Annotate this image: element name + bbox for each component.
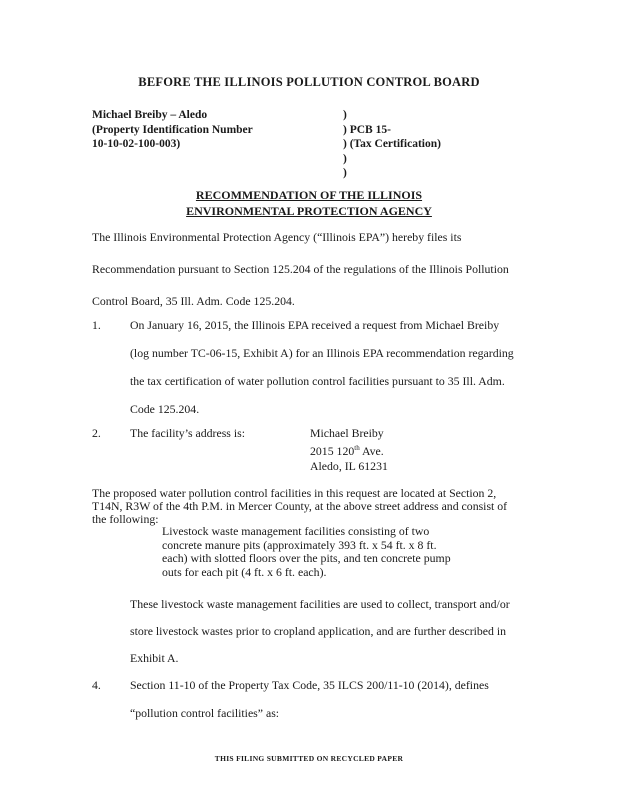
- para3-line-1: The proposed water pollution control facilities in this request are located at Section 2,: [92, 486, 497, 500]
- facility-description-block: Livestock waste management facilities consisting of two concrete manure pits (approximately 393 ft. x 54 ft. x 8 ft. each) with slotted floors over the pits, and ten concrete pump outs for each pit (4 ft. x 6 ft. each).: [162, 524, 451, 579]
- caption-bracket: ): [343, 152, 347, 165]
- recommendation-heading-line2: ENVIRONMENTAL PROTECTION AGENCY: [186, 204, 432, 218]
- paragraph-number: 1.: [92, 318, 101, 332]
- para4-line-2: “pollution control facilities” as:: [130, 706, 280, 720]
- caption-bracket: ): [343, 109, 347, 121]
- footer-note: THIS FILING SUBMITTED ON RECYCLED PAPER: [214, 754, 404, 763]
- caption-property-id-number: 10-10-02-100-003): [92, 138, 181, 150]
- facility-address-label: The facility’s address is:: [130, 426, 245, 440]
- facility-address: [310, 426, 388, 474]
- case-caption-right: [343, 108, 441, 181]
- paragraph-number: 2.: [92, 426, 101, 440]
- para1-line-3: the tax certification of water pollution control facilities pursuant to 35 Ill. Adm.: [130, 374, 505, 388]
- case-caption-left: [92, 108, 253, 152]
- address-city: Aledo, IL 61231: [310, 458, 388, 473]
- caption-case-type: ) (Tax Certification): [343, 138, 441, 150]
- para1-line-4: Code 125.204.: [130, 402, 200, 416]
- recommendation-heading-line1: RECOMMENDATION OF THE ILLINOIS: [195, 188, 423, 202]
- address-street: 2015 120th Ave.: [310, 443, 384, 458]
- intro-line-3: Control Board, 35 Ill. Adm. Code 125.204.: [92, 294, 295, 308]
- caption-case-number: ) PCB 15-: [343, 123, 391, 136]
- caption-property-id-label: (Property Identification Number: [92, 123, 253, 136]
- address-name: Michael Breiby: [310, 426, 384, 440]
- caption-party-name: Michael Breiby – Aledo: [92, 109, 208, 121]
- para3-line-3: the following:: [92, 512, 159, 526]
- document-title: BEFORE THE ILLINOIS POLLUTION CONTROL BOARD: [138, 75, 480, 89]
- paragraph-number: 4.: [92, 678, 101, 692]
- para3-after-line-3: Exhibit A.: [130, 651, 179, 665]
- intro-line-1: The Illinois Environmental Protection Agency (“Illinois EPA”) hereby files its: [92, 230, 462, 244]
- para3-after-line-2: store livestock wastes prior to cropland application, and are further described in: [130, 624, 507, 638]
- para4-line-1: Section 11-10 of the Property Tax Code, 35 ILCS 200/11-10 (2014), defines: [130, 678, 489, 692]
- intro-line-2: Recommendation pursuant to Section 125.204 of the regulations of the Illinois Pollution: [92, 262, 509, 276]
- para1-line-2: (log number TC-06-15, Exhibit A) for an Illinois EPA recommendation regarding: [130, 346, 514, 360]
- caption-bracket: ): [343, 167, 347, 179]
- para3-line-2: T14N, R3W of the 4th P.M. in Mercer County, at the above street address and consist of: [92, 499, 508, 513]
- para1-line-1: On January 16, 2015, the Illinois EPA received a request from Michael Breiby: [130, 318, 500, 332]
- para3-after-line-1: These livestock waste management facilities are used to collect, transport and/or: [130, 597, 510, 611]
